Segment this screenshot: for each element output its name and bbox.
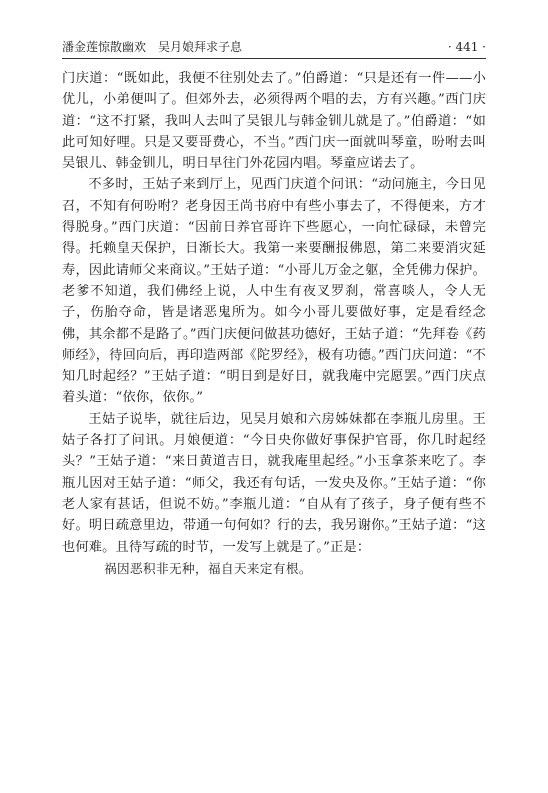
paragraph: 不多时，王姑子来到厅上，见西门庆道个问讯：“动问施主，今日见召，不知有何吩咐？老身因王尚书府中有些小事去了，不得便来，方才得脱身。”西门庆道：“因前日养官哥许下些愿心，一向忙碌碌，未曾完得。托赖皇天保护，日渐长大。我第一来要酬报佛恩，第二来要消灾延寿，因此请师父来商议。”王姑子道：“小哥儿万金之躯，全凭佛力保护。老爹不知道，我们佛经上说，人中生有夜叉罗刹，常喜啖人，令人无子，伤胎夺命，皆是诸恶鬼所为。如今小哥儿要做好事，定是看经念佛，其余都不是路了。”西门庆便问做甚功德好，王姑子道：“先拜卷《药师经》，待回向后，再印造两部《陀罗经》，极有功德。”西门庆问道：“不知几时起经？”王姑子道：“明日到是好日，就我庵中完愿罢。”西门庆点着头道：“依你，依你。” [62, 177, 486, 406]
body-text [62, 68, 486, 579]
verse-couplet: 祸因恶积非无种，福自天来定有根。 [104, 560, 312, 576]
chapter-title: 潘金莲惊散幽欢 吴月娘拜求子息 [62, 40, 243, 54]
paragraph-continued: 门庆道：“既如此，我便不往别处去了。”伯爵道：“只是还有一件——小优儿，小弟便叫了。但郊外去，必须得两个唱的去，方有兴趣。”西门庆道：“这不打紧，我叫人去叫了吴银儿与韩金钏儿就是了。”伯爵道：“如此可知好哩。只是又要哥费心，不当。”西门庆一面就叫琴童，吩咐去叫吴银儿、韩金钏儿，明日早往门外花园内唱。琴童应诺去了。 [62, 71, 486, 172]
page-number: · 441 · [447, 40, 486, 54]
paragraph: 王姑子说毕，就往后边，见吴月娘和六房姊妹都在李瓶儿房里。王姑子各打了问讯。月娘便道：“今日央你做好事保护官哥，你几时起经头？”王姑子道：“来日黄道吉日，就我庵里起经。”小玉拿茶来吃了。李瓶儿因对王姑子道：“师父，我还有句话，一发央及你。”王姑子道：“你老人家有甚话，但说不妨。”李瓶儿道：“自从有了孩子，身子便有些不好。明日疏意里边，带通一句何如？行的去，我另谢你。”王姑子道：“这也何难。且待写疏的时节，一发写上就是了。”正是： [62, 411, 486, 555]
running-head [62, 38, 486, 56]
header-rule [62, 58, 486, 59]
